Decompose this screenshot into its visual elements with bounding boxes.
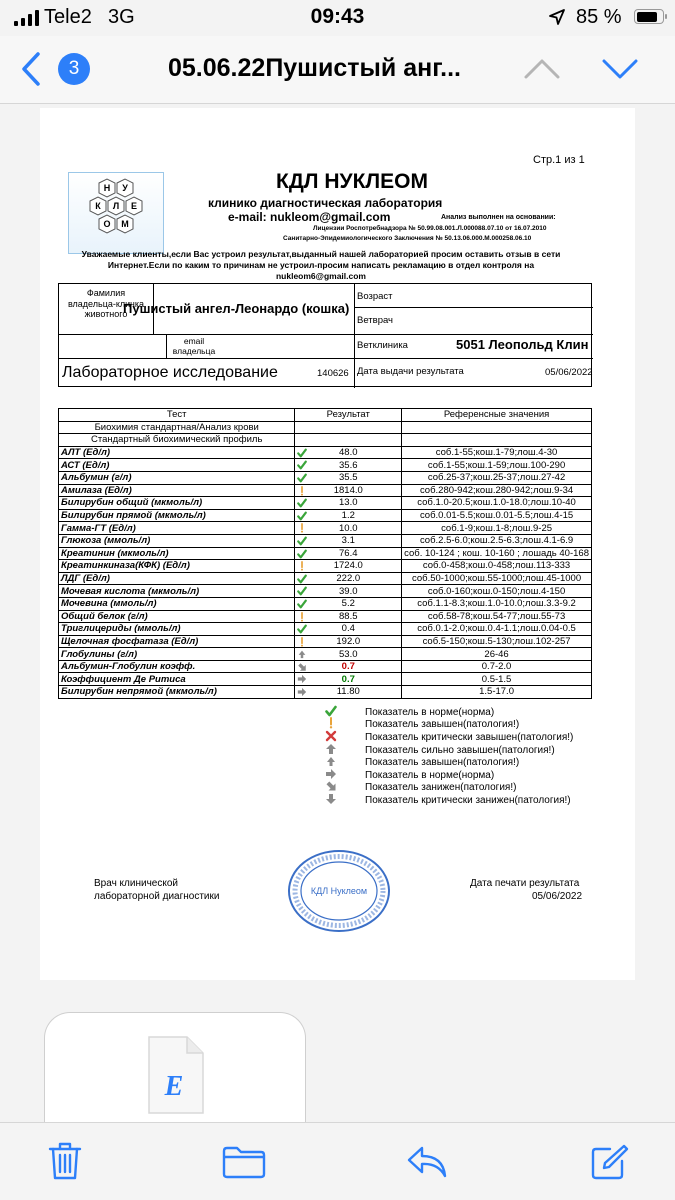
customer-notice: Уважаемые клиенты,если Вас устроил результат,выданный нашей лабораторией просим оставить отзыв в сети Интернет.Если по каким то причинам не устроил-просим написать рекламацию в отдел контроля на nukleom6@gmail.com bbox=[81, 249, 561, 281]
navigation-bar bbox=[0, 36, 675, 104]
test-result bbox=[295, 522, 402, 535]
result-value: 0.7 bbox=[341, 661, 355, 673]
network-type: 3G bbox=[108, 6, 135, 28]
legend-text: Показатель в норме(норма) bbox=[365, 769, 495, 781]
table-row bbox=[59, 597, 592, 610]
unread-count-badge[interactable]: 3 bbox=[58, 53, 90, 85]
lab-email: e-mail: nukleom@gmail.com bbox=[228, 210, 391, 224]
legend-item bbox=[325, 719, 573, 732]
table-row bbox=[59, 459, 592, 472]
reference-range: соб.50-1000;кош.55-1000;лош.45-1000 bbox=[402, 572, 592, 585]
test-name: Мочевина (ммоль/л) bbox=[59, 597, 295, 610]
test-result bbox=[295, 572, 402, 585]
folder-icon[interactable] bbox=[222, 1145, 266, 1179]
reference-range: 1.5-17.0 bbox=[402, 686, 592, 699]
license-line-2: Санитарно-Эпидемиологического Заключения № 50.13.06.000.М.000258.06.10 bbox=[283, 235, 532, 242]
reference-range: соб.25-37;кош.25-37;лош.27-42 bbox=[402, 471, 592, 484]
result-value: 11.80 bbox=[336, 686, 360, 698]
legend-item bbox=[325, 782, 573, 795]
reference-range: соб.1-9;кош.1-8;лош.9-25 bbox=[402, 522, 592, 535]
status-bar bbox=[0, 0, 675, 36]
result-value: 53.0 bbox=[339, 648, 358, 660]
test-name: Амилаза (Ед/л) bbox=[59, 484, 295, 497]
table-row bbox=[59, 446, 592, 459]
result-value: 3.1 bbox=[341, 535, 355, 547]
test-result bbox=[295, 547, 402, 560]
test-name: ЛДГ (Ед/л) bbox=[59, 572, 295, 585]
message-title: 05.06.22Пушистый анг... bbox=[168, 54, 461, 82]
print-date: 05/06/2022 bbox=[532, 891, 583, 902]
results-table bbox=[58, 408, 592, 699]
result-value: 0.7 bbox=[341, 673, 355, 685]
result-value: 1724.0 bbox=[333, 560, 363, 572]
lab-subtitle: клинико диагностическая лаборатория bbox=[208, 196, 443, 210]
bottom-toolbar bbox=[0, 1122, 675, 1200]
legend-text: Показатель сильно завышен(патология!) bbox=[365, 744, 555, 756]
table-row bbox=[59, 585, 592, 598]
doctor-title-line-2: лабораторной диагностики bbox=[94, 891, 220, 902]
owner-value: Пушистый ангел-Леонардо (кошка) bbox=[123, 301, 350, 316]
table-row bbox=[59, 497, 592, 510]
table-row bbox=[59, 534, 592, 547]
test-result bbox=[295, 497, 402, 510]
reference-range: соб. 10-124 ; кош. 10-160 ; лошадь 40-168 bbox=[402, 547, 592, 560]
reply-icon[interactable] bbox=[406, 1145, 448, 1179]
test-result bbox=[295, 534, 402, 547]
result-value: 192.0 bbox=[336, 635, 361, 647]
logo-letter: Л bbox=[112, 201, 120, 211]
table-row bbox=[59, 635, 592, 648]
table-header-row bbox=[59, 409, 592, 422]
result-value: 88.5 bbox=[339, 610, 358, 622]
reference-range: 0.5-1.5 bbox=[402, 673, 592, 686]
reference-range: соб.0-458;кош.0-458;лош.113-333 bbox=[402, 560, 592, 573]
test-result bbox=[295, 660, 402, 673]
header-reference: Референсные значения bbox=[402, 409, 592, 422]
test-name: Глюкоза (ммоль/л) bbox=[59, 534, 295, 547]
table-row bbox=[59, 572, 592, 585]
test-result bbox=[295, 484, 402, 497]
trash-icon[interactable] bbox=[48, 1141, 82, 1181]
logo-hexagons bbox=[69, 173, 165, 255]
attachment-card[interactable] bbox=[44, 1012, 306, 1122]
result-value: 1814.0 bbox=[333, 484, 363, 496]
study-label: Лабораторное исследование bbox=[62, 364, 278, 381]
table-row bbox=[59, 560, 592, 573]
logo-letter: У bbox=[122, 183, 128, 193]
test-name: Гамма-ГТ (Ед/л) bbox=[59, 522, 295, 535]
test-name: Общий белок (г/л) bbox=[59, 610, 295, 623]
reference-range: соб.5-150;кош.5-130;лош.102-257 bbox=[402, 635, 592, 648]
test-name: Альбумин (г/л) bbox=[59, 471, 295, 484]
print-date-label: Дата печати результата bbox=[470, 878, 580, 889]
reference-range: соб.1-55;кош.1-79;лош.4-30 bbox=[402, 446, 592, 459]
legend-text: Показатель завышен(патология!) bbox=[365, 719, 520, 731]
reference-range: соб.2.5-6.0;кош.2.5-6.3;лош.4.1-6.9 bbox=[402, 534, 592, 547]
study-number: 140626 bbox=[317, 368, 349, 379]
result-value: 13.0 bbox=[339, 497, 358, 509]
test-name: Альбумин-Глобулин коэфф. bbox=[59, 660, 295, 673]
table-row bbox=[59, 547, 592, 560]
table-row bbox=[59, 660, 592, 673]
test-result bbox=[295, 585, 402, 598]
reference-range: соб.1-55;кош.1-59;лош.100-290 bbox=[402, 459, 592, 472]
vet-label: Ветврач bbox=[357, 315, 394, 326]
battery-icon bbox=[634, 9, 664, 24]
logo-letter: Н bbox=[103, 183, 111, 193]
test-name: Креатинкиназа(КФК) (Ед/л) bbox=[59, 560, 295, 573]
logo-letter: К bbox=[95, 201, 101, 211]
test-result bbox=[295, 635, 402, 648]
doctor-title-line-1: Врач клинической bbox=[94, 878, 178, 889]
test-result bbox=[295, 623, 402, 636]
battery-percent: 85 % bbox=[576, 6, 622, 28]
reference-range: соб.58-78;кош.54-77;лош.55-73 bbox=[402, 610, 592, 623]
table-row bbox=[59, 686, 592, 699]
reference-range: соб.0-160;кош.0-150;лош.4-150 bbox=[402, 585, 592, 598]
test-name: Триглицериды (ммоль/л) bbox=[59, 623, 295, 636]
logo-letter: О bbox=[103, 219, 111, 229]
location-arrow-icon bbox=[548, 8, 566, 26]
result-value: 48.0 bbox=[339, 447, 358, 459]
test-name: Креатинин (мкмоль/л) bbox=[59, 547, 295, 560]
result-value: 5.2 bbox=[341, 598, 355, 610]
clinic-value: 5051 Леопольд Клин bbox=[456, 337, 589, 352]
section-row bbox=[59, 421, 592, 434]
downbig-legend-icon bbox=[325, 793, 351, 808]
stamp-text: КДЛ Нуклеом bbox=[310, 886, 368, 896]
document-file-icon bbox=[147, 1035, 205, 1115]
legend-text: Показатель занижен(патология!) bbox=[365, 782, 517, 794]
compose-icon[interactable] bbox=[590, 1143, 630, 1181]
legend-item bbox=[325, 769, 573, 782]
patient-info-table bbox=[58, 283, 592, 387]
section-label: Биохимия стандартная/Анализ крови bbox=[59, 421, 295, 434]
table-row bbox=[59, 673, 592, 686]
clinic-label: Ветклиника bbox=[357, 340, 408, 351]
result-value: 222.0 bbox=[336, 573, 361, 585]
test-result bbox=[295, 597, 402, 610]
test-name: Щелочная фосфатаза (Ед/л) bbox=[59, 635, 295, 648]
test-result bbox=[295, 648, 402, 661]
legend-item bbox=[325, 706, 573, 719]
analysis-basis: Анализ выполнен на основании: bbox=[441, 214, 556, 221]
test-name: Коэффициент Де Ритиса bbox=[59, 673, 295, 686]
table-row bbox=[59, 509, 592, 522]
owner-email-label: email владельца bbox=[172, 336, 216, 356]
legend-item bbox=[325, 744, 573, 757]
test-name: АСТ (Ед/л) bbox=[59, 459, 295, 472]
reference-range: соб.0.1-2.0;кош.0.4-1.1;лош.0.04-0.5 bbox=[402, 623, 592, 636]
test-result bbox=[295, 509, 402, 522]
test-name: АЛТ (Ед/л) bbox=[59, 446, 295, 459]
table-row bbox=[59, 522, 592, 535]
age-label: Возраст bbox=[357, 291, 393, 302]
test-result bbox=[295, 686, 402, 699]
reference-range: 0.7-2.0 bbox=[402, 660, 592, 673]
result-value: 39.0 bbox=[339, 585, 358, 597]
attachment-preview-document bbox=[40, 108, 635, 980]
legend-item bbox=[325, 756, 573, 769]
result-value: 35.6 bbox=[339, 459, 358, 471]
test-name: Билирубин прямой (мкмоль/л) bbox=[59, 509, 295, 522]
legend-item bbox=[325, 794, 573, 807]
logo-letter: М bbox=[121, 219, 129, 229]
result-value: 35.5 bbox=[339, 472, 358, 484]
header-result: Результат bbox=[295, 409, 402, 422]
lab-logo bbox=[68, 172, 164, 254]
section-row bbox=[59, 434, 592, 447]
table-row bbox=[59, 610, 592, 623]
result-value: 1.2 bbox=[341, 510, 355, 522]
lab-stamp bbox=[286, 848, 392, 934]
carrier-name: Tele2 bbox=[44, 6, 92, 28]
result-value: 10.0 bbox=[339, 522, 358, 534]
page-number: Стр.1 из 1 bbox=[533, 154, 585, 166]
license-line-1: Лицензии Роспотребнадзора № 50.99.08.001.Л.000088.07.10 от 16.07.2010 bbox=[313, 225, 547, 232]
test-name: Глобулины (г/л) bbox=[59, 648, 295, 661]
lab-name: КДЛ НУКЛЕОМ bbox=[276, 170, 428, 193]
test-name: Билирубин непрямой (мкмоль/л) bbox=[59, 686, 295, 699]
result-value: 0.4 bbox=[341, 623, 355, 635]
issue-label: Дата выдачи результата bbox=[357, 366, 464, 377]
test-result bbox=[295, 459, 402, 472]
table-row bbox=[59, 623, 592, 636]
section-label: Стандартный биохимический профиль bbox=[59, 434, 295, 447]
header-test: Тест bbox=[59, 409, 295, 422]
file-letter: E bbox=[164, 1071, 184, 1102]
status-legend bbox=[325, 706, 573, 807]
legend-item bbox=[325, 731, 573, 744]
issue-date: 05/06/2022 bbox=[545, 367, 593, 378]
next-message-icon[interactable] bbox=[600, 56, 640, 82]
table-row bbox=[59, 648, 592, 661]
logo-letter: Е bbox=[130, 201, 138, 211]
legend-text: Показатель критически завышен(патология!) bbox=[365, 731, 574, 743]
test-result bbox=[295, 610, 402, 623]
reference-range: соб.1.1-8.3;кош.1.0-10.0;лош.3.3-9.2 bbox=[402, 597, 592, 610]
back-chevron-icon[interactable] bbox=[18, 50, 44, 88]
clock: 09:43 bbox=[310, 5, 365, 28]
result-value: 76.4 bbox=[339, 547, 358, 559]
reference-range: соб.0.01-5.5;кош.0.01-5.5;лош.4-15 bbox=[402, 509, 592, 522]
reference-range: соб.1.0-20.5;кош.1.0-18.0;лош.10-40 bbox=[402, 497, 592, 510]
test-result bbox=[295, 471, 402, 484]
table-row bbox=[59, 484, 592, 497]
test-name: Мочевая кислота (мкмоль/л) bbox=[59, 585, 295, 598]
test-result bbox=[295, 446, 402, 459]
legend-text: Показатель завышен(патология!) bbox=[365, 757, 520, 769]
table-row bbox=[59, 471, 592, 484]
owner-label: Фамилия владельца-кличка животного bbox=[67, 288, 145, 319]
legend-text: Показатель критически занижен(патология!) bbox=[365, 794, 571, 806]
test-name: Билирубин общий (мкмоль/л) bbox=[59, 497, 295, 510]
test-result bbox=[295, 560, 402, 573]
reference-range: соб.280-942;кош.280-942;лош.9-34 bbox=[402, 484, 592, 497]
reference-range: 26-46 bbox=[402, 648, 592, 661]
previous-message-icon[interactable] bbox=[522, 56, 562, 82]
test-result bbox=[295, 673, 402, 686]
legend-text: Показатель в норме(норма) bbox=[365, 706, 495, 718]
